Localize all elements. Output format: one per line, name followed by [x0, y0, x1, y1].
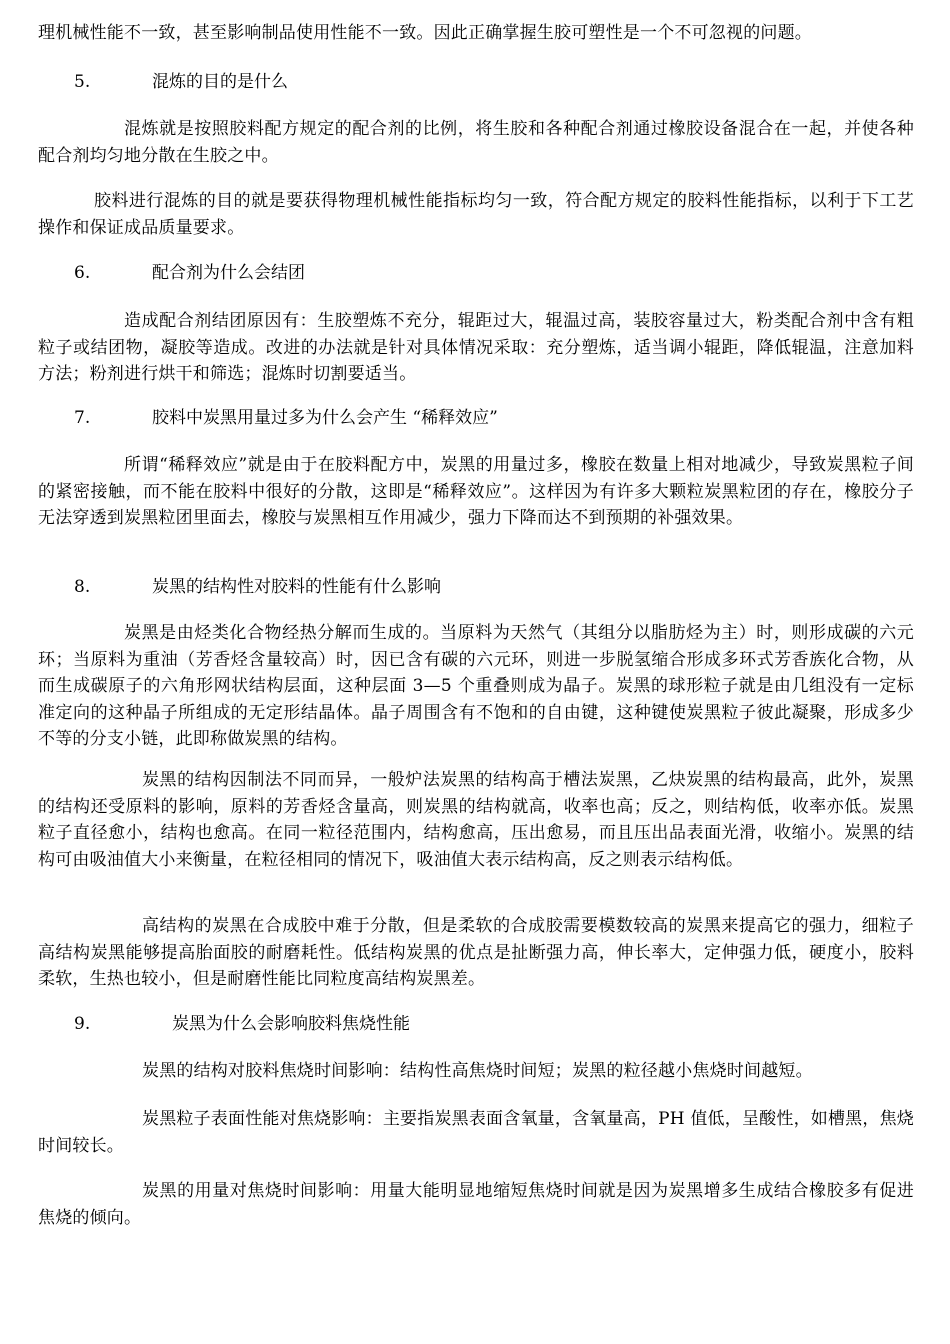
paragraph-surface-scorch: 炭黑粒子表面性能对焦烧影响：主要指炭黑表面含氧量，含氧量高，PH 值低，呈酸性，如槽黑，焦烧时间较长。 [38, 1109, 914, 1156]
paragraph-structure-scorch: 炭黑的结构对胶料焦烧时间影响：结构性高焦烧时间短；炭黑的粒径越小焦烧时间越短。 [142, 1061, 813, 1081]
section-heading-8 [74, 574, 441, 600]
section-title: 炭黑的结构性对胶料的性能有什么影响 [152, 577, 441, 597]
paragraph-mixing-purpose: 胶料进行混炼的目的就是要获得物理机械性能指标均匀一致，符合配方规定的胶料性能指标，以利于下工艺操作和保证成品质量要求。 [38, 191, 914, 238]
paragraph-continuation: 理机械性能不一致，甚至影响制品使用性能不一致。因此正确掌握生胶可塑性是一个不可忽视的问题。 [38, 23, 812, 43]
section-number: 7. [74, 408, 91, 428]
section-number: 5. [74, 72, 91, 92]
paragraph-mixing-definition: 混炼就是按照胶料配方规定的配合剂的比例，将生胶和各种配合剂通过橡胶设备混合在一起，并使各种配合剂均匀地分散在生胶之中。 [38, 119, 914, 166]
paragraph-structure-manufacturing: 炭黑的结构因制法不同而异，一般炉法炭黑的结构高于槽法炭黑，乙炔炭黑的结构最高，此外，炭黑的结构还受原料的影响，原料的芳香烃含量高，则炭黑的结构就高，收率也高；反之，则结构低，收率亦低。炭黑粒子直径愈小，结构也愈高。在同一粒径范围内，结构愈高，压出愈易，而且压出品表面光滑，收缩小。炭黑的结构可由吸油值大小来衡量，在粒径相同的情况下，吸油值大表示结构高，反之则表示结构低。 [38, 770, 914, 870]
paragraph-high-structure: 高结构的炭黑在合成胶中难于分散，但是柔软的合成胶需要模数较高的炭黑来提高它的强力，细粒子高结构炭黑能够提高胎面胶的耐磨耗性。低结构炭黑的优点是扯断强力高，伸长率大，定伸强力低，硬度小，胶料柔软，生热也较小，但是耐磨性能比同粒度高结构炭黑差。 [38, 916, 914, 989]
paragraph-dilution-effect: 所谓“稀释效应”就是由于在胶料配方中，炭黑的用量过多，橡胶在数量上相对地减少，导致炭黑粒子间的紧密接触，而不能在胶料中很好的分散，这即是“稀释效应”。这样因为有许多大颗粒炭黑粒团的存在，橡胶分子无法穿透到炭黑粒团里面去，橡胶与炭黑相互作用减少，强力下降而达不到预期的补强效果。 [38, 455, 914, 528]
section-heading-9 [74, 1011, 410, 1037]
section-title: 胶料中炭黑用量过多为什么会产生 “稀释效应” [152, 408, 498, 428]
section-title: 混炼的目的是什么 [152, 72, 288, 92]
section-number: 6. [74, 263, 91, 283]
section-number: 8. [74, 577, 91, 597]
section-title: 配合剂为什么会结团 [152, 263, 305, 283]
section-heading-5 [74, 69, 288, 95]
section-title: 炭黑为什么会影响胶料焦烧性能 [172, 1014, 410, 1034]
section-number: 9. [74, 1014, 91, 1034]
section-heading-7 [74, 405, 498, 431]
paragraph-agglomeration-causes: 造成配合剂结团原因有：生胶塑炼不充分，辊距过大，辊温过高，装胶容量过大，粉类配合剂中含有粗粒子或结团物，凝胶等造成。改进的办法就是针对具体情况采取：充分塑炼，适当调小辊距，降低辊温，注意加料方法；粉剂进行烘干和筛选；混炼时切割要适当。 [38, 311, 914, 384]
paragraph-dosage-scorch: 炭黑的用量对焦烧时间影响：用量大能明显地缩短焦烧时间就是因为炭黑增多生成结合橡胶多有促进焦烧的倾向。 [38, 1181, 914, 1228]
section-heading-6 [74, 260, 305, 286]
paragraph-carbon-black-formation: 炭黑是由烃类化合物经热分解而生成的。当原料为天然气（其组分以脂肪烃为主）时，则形成碳的六元环；当原料为重油（芳香烃含量较高）时，因已含有碳的六元环，则进一步脱氢缩合形成多环式芳香族化合物，从而生成碳原子的六角形网状结构层面，这种层面 3—5 个重叠则成为晶子。炭黑的球形粒子就是由几组没有一定标准定向的这种晶子所组成的无定形结晶体。晶子周围含有不饱和的自由键，这种键使炭黑粒子彼此凝聚，形成多少不等的分支小链，此即称做炭黑的结构。 [38, 623, 914, 749]
